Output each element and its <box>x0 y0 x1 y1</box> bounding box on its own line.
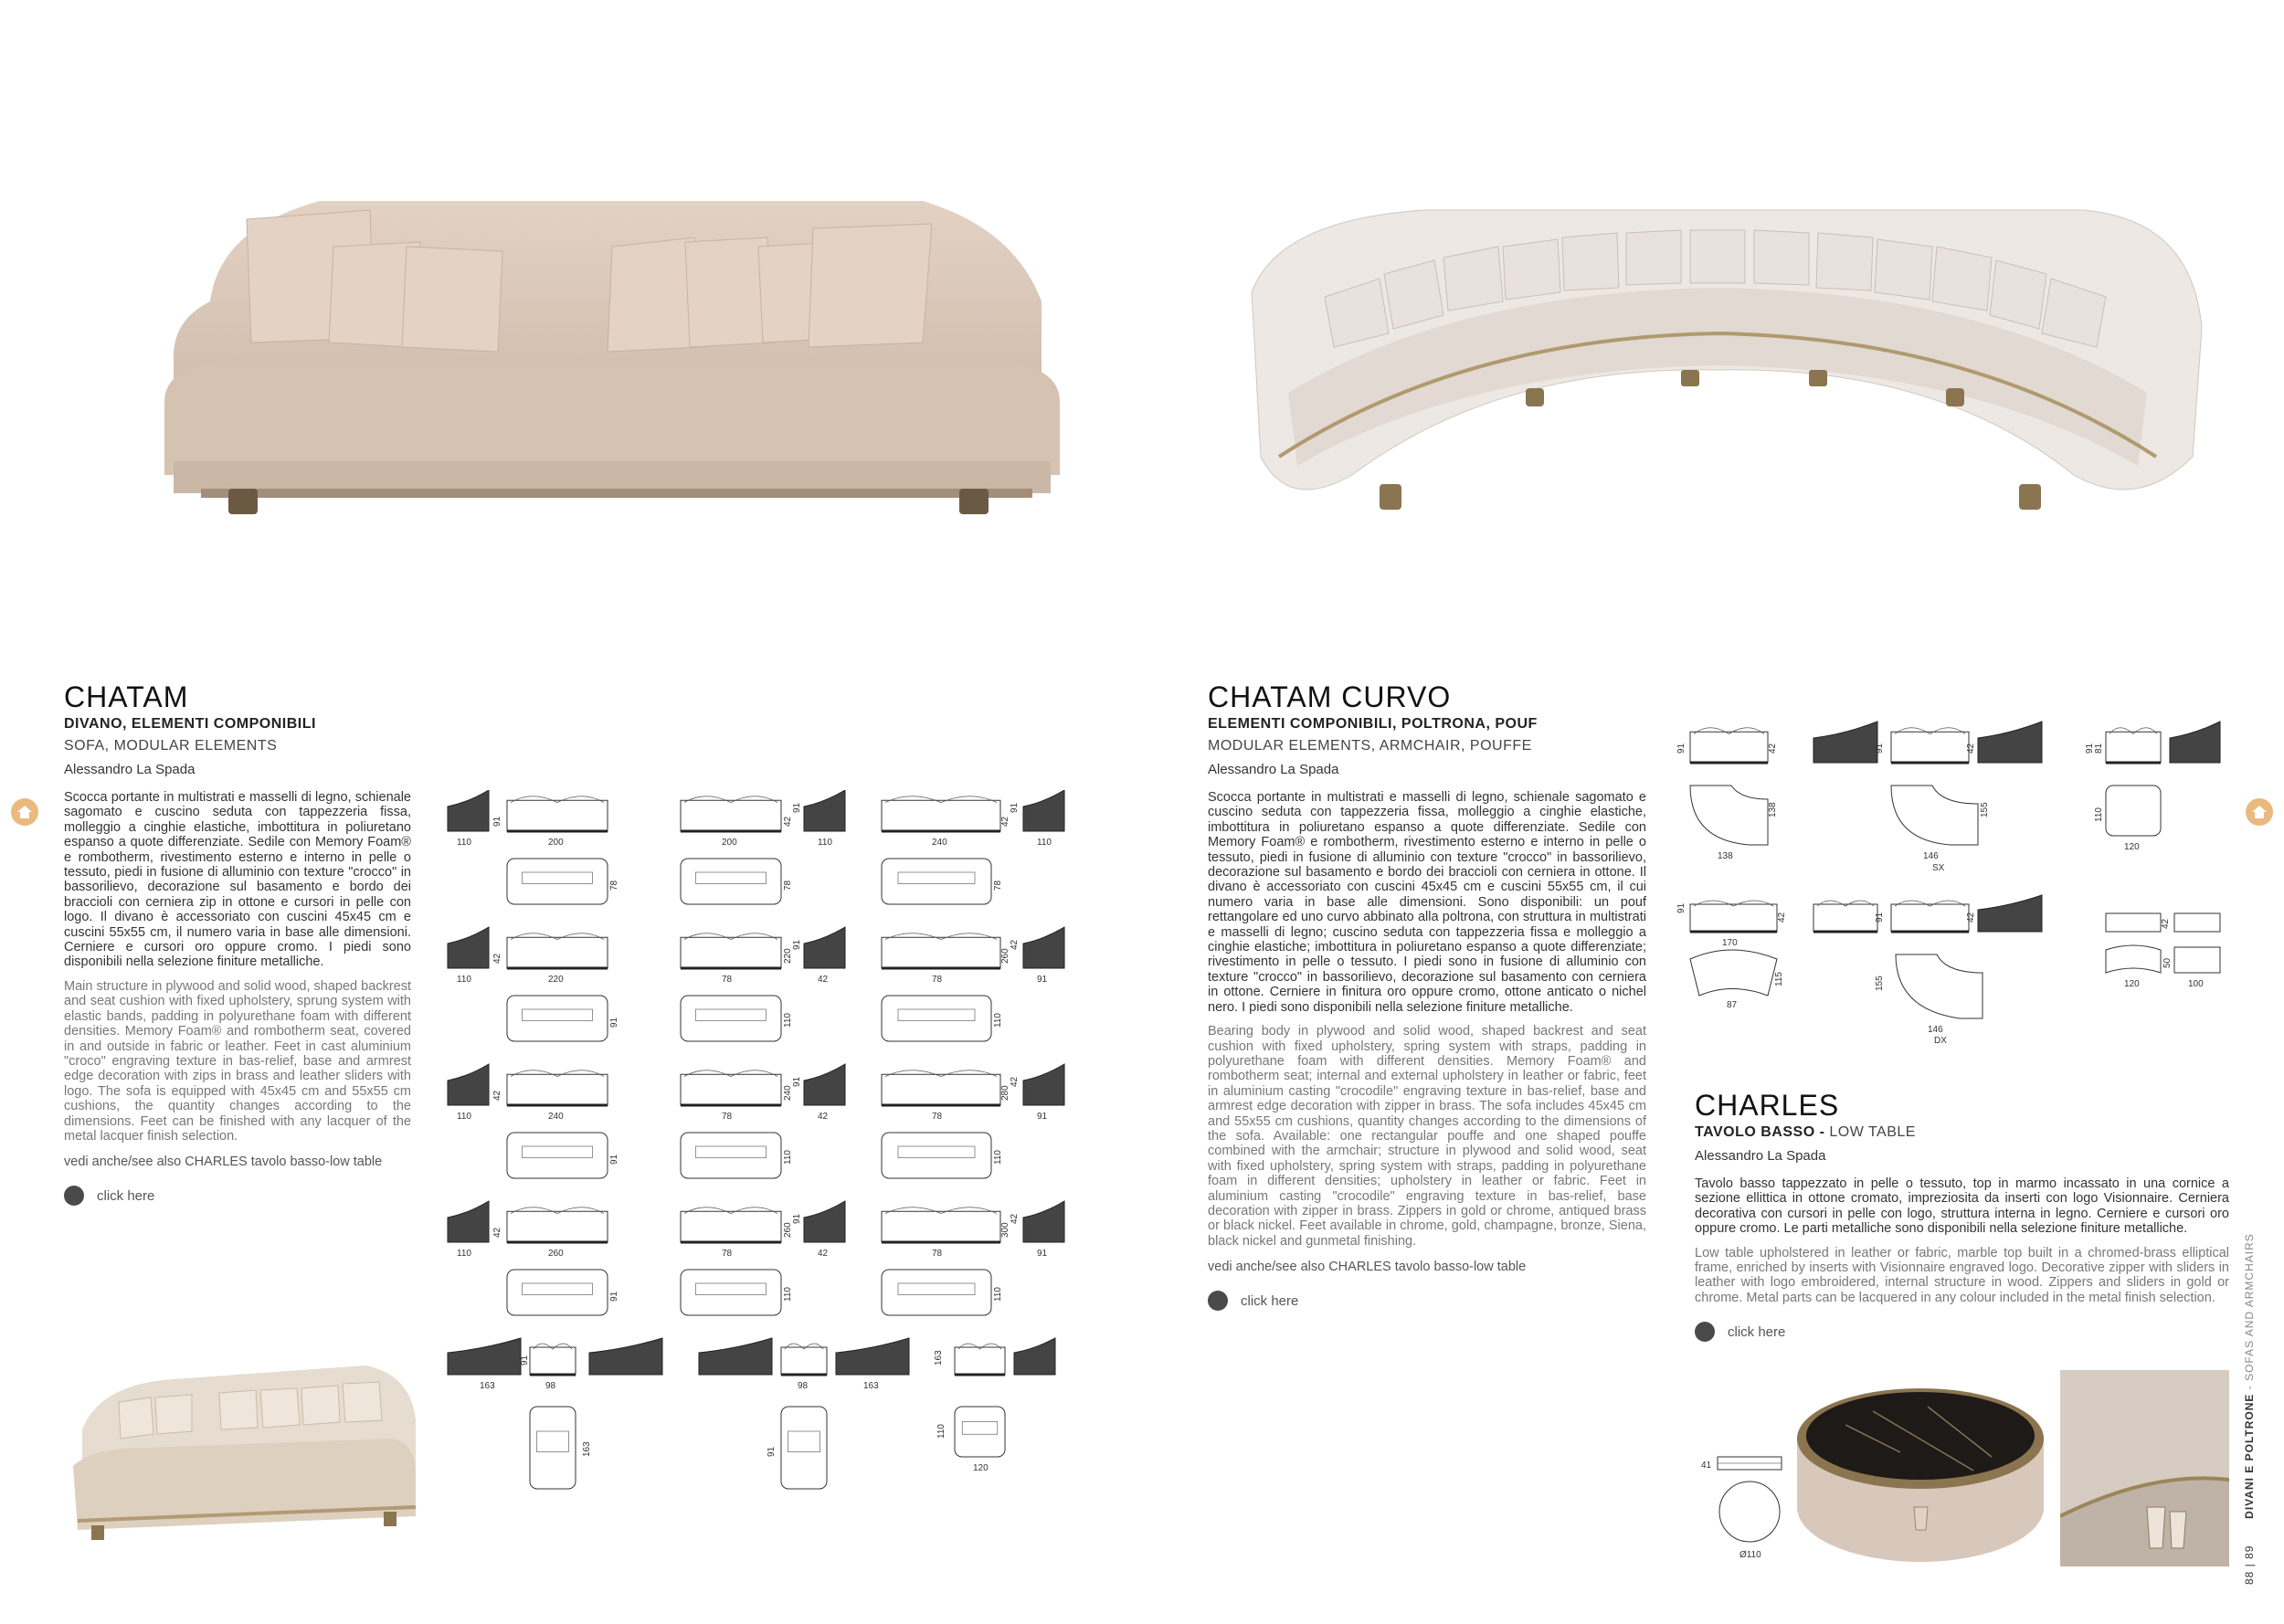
dim-label: 260 <box>548 1249 564 1259</box>
sofa-side-view <box>1023 927 1064 968</box>
charles-click-label: click here <box>1728 1323 1786 1340</box>
dim-label: 91 <box>1037 975 1048 985</box>
dim-label: 110 <box>457 1112 471 1122</box>
dim-label: 110 <box>457 838 471 848</box>
dim-label: 163 <box>863 1381 879 1391</box>
pouf-side-view <box>2174 913 2220 932</box>
section-title-it: DIVANI E POLTRONE <box>2243 1393 2256 1519</box>
sofa-front-view <box>681 796 781 831</box>
sofa-front-view <box>882 933 1000 968</box>
sofa-side-view <box>448 790 489 831</box>
dim-label: 146 <box>1928 1025 1943 1035</box>
chatam-curvo-subtitle-en: MODULAR ELEMENTS, ARMCHAIR, POUFFE <box>1208 738 1532 754</box>
dim-label: 110 <box>783 1150 793 1165</box>
dim-label: 91 <box>792 802 802 813</box>
charles-text-it: Tavolo basso tappezzato in pelle o tessuto, top in marmo incassato in una cornice a sezione ellittica in ottone cromato, impreziosita da inserti con logo Visionnaire. Cerniera decorativa con cursori in pelle con logo, struttura interna in legno. Cerniere e cursori oro oppure cromo. Le parti metalliche sono disponibili nella selezione finiture metalliche. <box>1695 1176 2229 1237</box>
charles-dim-diam: Ø110 <box>1739 1550 1761 1560</box>
dim-label: DX <box>1934 1036 1947 1046</box>
rect-pouf-top-view <box>2174 947 2220 973</box>
sofa-front-view <box>882 1070 1000 1105</box>
dim-label: 110 <box>783 1013 793 1028</box>
charles-subtitle <box>1695 1124 2229 1141</box>
sofa-top-view <box>681 1270 781 1315</box>
dim-label: 42 <box>1777 912 1787 923</box>
sofa-side-view <box>1023 1064 1064 1105</box>
page-numbers: 88 | 89 <box>2243 1545 2256 1585</box>
sofa-front-view <box>681 1207 781 1242</box>
dim-label: 155 <box>1980 802 1990 817</box>
dim-label: 220 <box>783 948 793 964</box>
sofa-side-view <box>448 1064 489 1105</box>
dim-label: 42 <box>2161 918 2171 929</box>
chaise-side-view <box>448 1338 521 1375</box>
dim-label: 110 <box>457 1249 471 1259</box>
chatam-subtitle-en: SOFA, MODULAR ELEMENTS <box>64 738 278 754</box>
dim-label: 120 <box>2124 979 2140 989</box>
chatam-text-it: Scocca portante in multistrati e masselli di legno, schienale sagomato e cuscino seduta con tappezzeria fissa, molleggio a cinghie elastiche, imbottitura in poliuretano espanso a quote differenziate. Sedile con Memory Foam® e rombotherm, rivestimento esterno e interno in pelle o tessuto, piedi in fusione di alluminio con texture "crocco" in bassorilievo, decorazione sul basamento e bordo dei braccioli con cerniera zip in ottone e cursori in pelle con logo. Il divano è accessoriato con cuscini 45x45 cm e cuscini 55x55 cm, il numero varia in base alle dimensioni. Cerniere e cursori oro oppure cromo. I piedi sono disponibili nella selezione finiture metalliche. <box>64 790 411 970</box>
home-icon <box>2251 804 2268 820</box>
curvo-top-view-sx <box>1891 786 1978 845</box>
dim-label: 78 <box>722 1112 733 1122</box>
dim-label: 98 <box>545 1381 556 1391</box>
dim-label: 200 <box>548 838 564 848</box>
chaise-top-view <box>530 1407 576 1489</box>
dim-label: 42 <box>1966 743 1976 754</box>
dim-label: 91 <box>1676 902 1687 913</box>
chatam-click-here-button[interactable] <box>64 1186 411 1206</box>
sofa-front-view <box>681 1070 781 1105</box>
chatam-detail-photo <box>2060 1370 2229 1566</box>
home-icon <box>16 804 33 820</box>
sofa-front-view <box>507 1207 608 1242</box>
chatam-curvo-text-en: Bearing body in plywood and solid wood, shaped backrest and seat cushion with fixed upholstery, spring system with straps, padding in polyurethane foam with different densities. Memory Foam® and rombotherm seat; internal and external upholstery in leather or fabric, feet in aluminium casting "crocodile" engraving texture in bas-relief, base and armrest edge decoration with zipper in brass. The sofa includes 45x45 cm and 55x55 cm cushions, quantity changes according to the dimensions of the sofa. Available: one rectangular pouffe and one shaped pouffe combined with the armchair; structure in plywood and solid wood, seat with fixed upholstery, spring system with straps, padding in polyurethane foam in different densities; upholstery in leather or fabric. Feet in aluminium casting "crocodile" engraving texture in bas-relief, base decoration with zipper in brass. Zippers in gold or chrome, antiqued brass or black nickel. Feet available in chrome, gold, champagne, bronze, Siena, black nickel and gunmetal finishing. <box>1208 1024 1646 1249</box>
chaise-front-view <box>530 1344 576 1375</box>
charles-title: CHARLES <box>1695 1089 1840 1122</box>
dim-label: 163 <box>934 1350 944 1366</box>
sofa-top-view <box>882 859 991 904</box>
chatam-title: CHATAM <box>64 680 189 713</box>
sofa-top-view <box>507 859 608 904</box>
dim-label: 78 <box>783 880 793 891</box>
dim-label: 91 <box>609 1154 619 1165</box>
sofa-side-view <box>1023 790 1064 831</box>
dim-label: 155 <box>1875 975 1885 991</box>
dim-label: 110 <box>2094 807 2104 822</box>
dim-label: 91 <box>767 1446 777 1457</box>
dim-label: 110 <box>993 1287 1003 1302</box>
sofa-front-view <box>507 796 608 831</box>
dim-label: 91 <box>1875 743 1885 754</box>
dim-label: 42 <box>1768 743 1778 754</box>
sofa-side-view <box>804 1201 845 1242</box>
sofa-front-view <box>507 1070 608 1105</box>
dim-label: 110 <box>457 975 471 985</box>
chatam-see-also: vedi anche/see also CHARLES tavolo basso-low table <box>64 1155 383 1170</box>
pouf-front-view <box>2106 913 2161 932</box>
dim-label: 91 <box>792 1213 802 1224</box>
dim-label: 110 <box>993 1013 1003 1028</box>
sofa-side-view <box>804 790 845 831</box>
dim-label: 91 <box>1010 802 1020 813</box>
chaise-top-view <box>781 1407 827 1489</box>
curvo-side-view <box>1978 722 2042 763</box>
sofa-side-view <box>448 927 489 968</box>
charles-subtitle-en: LOW TABLE <box>1829 1124 1916 1140</box>
dim-label: 98 <box>798 1381 809 1391</box>
chatam-designer: Alessandro La Spada <box>64 762 196 777</box>
armchair-top-view <box>955 1407 1005 1457</box>
dim-label: 120 <box>2124 842 2140 852</box>
dim-label: 300 <box>1000 1222 1010 1238</box>
circle-icon <box>1695 1322 1715 1342</box>
dim-label: 91 <box>792 1076 802 1087</box>
sofa-side-view <box>448 1201 489 1242</box>
dim-label: 163 <box>480 1381 495 1391</box>
sofa-top-view <box>681 859 781 904</box>
curvo-front-view <box>1891 901 1969 932</box>
dim-label: 42 <box>818 1249 829 1259</box>
chatam-curvo-click-here-button[interactable] <box>1208 1291 1646 1311</box>
chatam-sofa-room-photo <box>64 1347 420 1548</box>
sofa-top-view <box>882 1133 991 1178</box>
dim-label: 138 <box>1768 802 1778 817</box>
sofa-top-view <box>681 1133 781 1178</box>
charles-subtitle-it: TAVOLO BASSO - <box>1695 1124 1830 1140</box>
dim-label: 260 <box>1000 948 1010 964</box>
charles-text-en: Low table upholstered in leather or fabric, marble top built in a chromed-brass elliptical frame, enriched by inserts with Visionnaire engraved logo. Decorative zipper with sliders in leather with logo embroidered, internal structure in wood. Zippers and sliders in gold or chrome. Metal parts can be lacquered in any colour included in the metal finish selection. <box>1695 1245 2229 1305</box>
dim-label: 78 <box>609 880 619 891</box>
charles-click-here-button[interactable] <box>1695 1322 2229 1342</box>
dim-label: 42 <box>1010 1213 1020 1224</box>
chatam-click-label: click here <box>97 1187 155 1204</box>
chatam-curvo-subtitle-it: ELEMENTI COMPONIBILI, POLTRONA, POUF <box>1208 716 1538 732</box>
charles-designer: Alessandro La Spada <box>1695 1148 1826 1164</box>
charles-dim-h: 41 <box>1701 1461 1712 1471</box>
charles-section <box>1695 1089 2229 1342</box>
section-title-en: - SOFAS AND ARMCHAIRS <box>2243 1233 2256 1394</box>
armchair-side-view <box>2170 722 2220 763</box>
dim-label: 280 <box>1000 1085 1010 1101</box>
curvo-top-view <box>1690 950 1777 996</box>
circle-icon <box>64 1186 84 1206</box>
dim-label: 91 <box>1875 912 1885 923</box>
sofa-top-view <box>681 996 781 1041</box>
curvo-front-view <box>1690 901 1777 932</box>
sofa-front-view <box>882 1207 1000 1242</box>
dim-label: 91 <box>520 1355 530 1366</box>
chatam-curvo-designer: Alessandro La Spada <box>1208 762 1339 777</box>
dim-label: 91 <box>792 939 802 950</box>
sofa-front-view <box>681 933 781 968</box>
dim-label: 50 <box>2162 957 2173 968</box>
dim-label: 138 <box>1718 851 1733 861</box>
dim-label: 42 <box>818 975 829 985</box>
dim-label: 91 <box>1037 1249 1048 1259</box>
dim-label: 163 <box>582 1441 592 1457</box>
chatam-curvo-technical-drawings <box>1676 717 2243 1050</box>
dim-label: 200 <box>722 838 737 848</box>
dim-label: 170 <box>1722 938 1738 948</box>
dim-label: 42 <box>492 1090 502 1101</box>
sofa-side-view <box>1023 1201 1064 1242</box>
sofa-top-view <box>882 1270 991 1315</box>
chatam-curvo-text-it: Scocca portante in multistrati e masselli di legno, schienale sagomato e cuscino seduta con tappezzeria fissa, molleggio a cinghie elastiche, imbottitura in poliuretano espanso a quote differenziate. Sedile con Memory Foam® e rombotherm, rivestimento esterno e interno in pelle o tessuto, piedi in fusione di alluminio con texture "crocco" in bassorilievo, decorazione sul basamento e bordo dei braccioli con cerniera in ottone. Il divano è accessoriato con cuscini 45x45 cm e cuscini 55x55 cm, il cui numero varia in base alle dimensioni. Sono disponibili: un pouf rettangolare ed uno curvo abbinato alla poltrona, con struttura in multistrati e masselli di legno; cuscino seduta con tappezzeria fissa e molleggio a cinghie elastiche; imbottitura in poliuretano espanso a quote differenziate; rivestimento in pelle o tessuto. I piedi sono in fusione di alluminio con texture "crocco" in bassorilievo, decorazione sul basamento con cerniera in ottone. Cerniere in finitura oro oppure cromo, ottone anticato o nichel nero. I piedi sono disponibili nella selezione finiture metalliche. <box>1208 790 1646 1015</box>
dim-label: 42 <box>1966 912 1976 923</box>
chatam-subtitle-it: DIVANO, ELEMENTI COMPONIBILI <box>64 716 316 732</box>
dim-label: 91 <box>609 1291 619 1302</box>
curvo-top-view <box>1690 786 1768 845</box>
chatam-section <box>64 680 411 1206</box>
sofa-side-view <box>804 927 845 968</box>
home-button-right[interactable] <box>2246 798 2273 826</box>
dim-label: 100 <box>2188 979 2204 989</box>
dim-label: 260 <box>783 1222 793 1238</box>
dim-label: 240 <box>548 1112 564 1122</box>
dim-label: 42 <box>1000 816 1010 827</box>
dim-label: 91 <box>609 1017 619 1028</box>
circle-icon <box>1208 1291 1228 1311</box>
sofa-top-view <box>507 1133 608 1178</box>
dim-label: SX <box>1932 863 1945 873</box>
chaise-side-view <box>699 1338 772 1375</box>
dim-label: 220 <box>548 975 564 985</box>
armchair-top-view <box>2106 786 2161 836</box>
sofa-side-view <box>804 1064 845 1105</box>
dim-label: 81 <box>2094 743 2104 754</box>
chatam-text-en: Main structure in plywood and solid wood, shaped backrest and seat cushion with fixed upholstery, sprung system with elastic bands, padding in polyurethane foam with different densities. Memory Foam® and rombotherm seat, covered in and outside in fabric or leather. Feet in cast aluminium "croco" engraving texture in bas-relief, base and armrest edge decoration with zips in brass and leather sliders with logo. The sofa is equipped with 45x45 cm and 55x55 cm cushions, the quantity changes according to the dimensions. Feet can be finished with any lacquer of the metal lacquer finish selection. <box>64 978 411 1144</box>
armchair-side-view <box>1014 1338 1055 1375</box>
chatam-sofa-photo <box>137 174 1078 521</box>
chatam-curvo-sofa-photo <box>1224 183 2211 521</box>
dim-label: 42 <box>818 1112 829 1122</box>
chaise-side-view <box>836 1338 909 1375</box>
dim-label: 42 <box>1010 1076 1020 1087</box>
chaise-front-view <box>781 1344 827 1375</box>
chaise-side-view <box>589 1338 662 1375</box>
dim-label: 42 <box>1010 939 1020 950</box>
dim-label: 110 <box>1037 838 1052 848</box>
home-button-left[interactable] <box>11 798 38 826</box>
sofa-front-view <box>882 796 1000 831</box>
armchair-front-view <box>2106 728 2161 763</box>
curvo-top-view-dx <box>1896 954 1983 1018</box>
dim-label: 91 <box>492 816 502 827</box>
chatam-curvo-see-also: vedi anche/see also CHARLES tavolo basso-low table <box>1208 1260 1527 1275</box>
dim-label: 87 <box>1727 1000 1738 1010</box>
curved-pouf-top-view <box>2106 945 2161 973</box>
dim-label: 42 <box>492 953 502 964</box>
section-footer <box>2243 1233 2256 1585</box>
dim-label: 115 <box>1774 972 1784 986</box>
dim-label: 146 <box>1923 851 1939 861</box>
sofa-front-view <box>507 933 608 968</box>
dim-label: 110 <box>818 838 832 848</box>
curvo-front-view <box>1813 901 1877 932</box>
curvo-side-view <box>1978 895 2042 932</box>
chatam-curvo-title: CHATAM CURVO <box>1208 680 1452 713</box>
dim-label: 42 <box>783 816 793 827</box>
dim-label: 91 <box>1037 1112 1048 1122</box>
charles-technical-drawing <box>1699 1448 1791 1566</box>
sofa-top-view <box>507 1270 608 1315</box>
dim-label: 78 <box>722 975 733 985</box>
curvo-side-view <box>1813 722 1877 763</box>
dim-label: 120 <box>973 1463 989 1473</box>
dim-label: 91 <box>2085 743 2095 754</box>
curvo-front-view <box>1690 728 1768 763</box>
chatam-curvo-section <box>1208 680 1646 1311</box>
dim-label: 78 <box>993 880 1003 891</box>
charles-table-photo <box>1791 1370 2051 1566</box>
dim-label: 78 <box>722 1249 733 1259</box>
sofa-top-view <box>507 996 608 1041</box>
dim-label: 91 <box>1676 743 1687 754</box>
curvo-front-view <box>1891 728 1969 763</box>
chatam-curvo-click-label: click here <box>1241 1292 1299 1309</box>
dim-label: 110 <box>993 1150 1003 1165</box>
chatam-technical-drawings <box>443 790 1092 1521</box>
dim-label: 78 <box>932 975 943 985</box>
dim-label: 42 <box>492 1227 502 1238</box>
dim-label: 78 <box>932 1112 943 1122</box>
dim-label: 78 <box>932 1249 943 1259</box>
dim-label: 110 <box>936 1424 946 1439</box>
dim-label: 110 <box>783 1287 793 1302</box>
armchair-front-view <box>955 1344 1005 1375</box>
sofa-top-view <box>882 996 991 1041</box>
dim-label: 240 <box>783 1085 793 1101</box>
dim-label: 240 <box>932 838 947 848</box>
